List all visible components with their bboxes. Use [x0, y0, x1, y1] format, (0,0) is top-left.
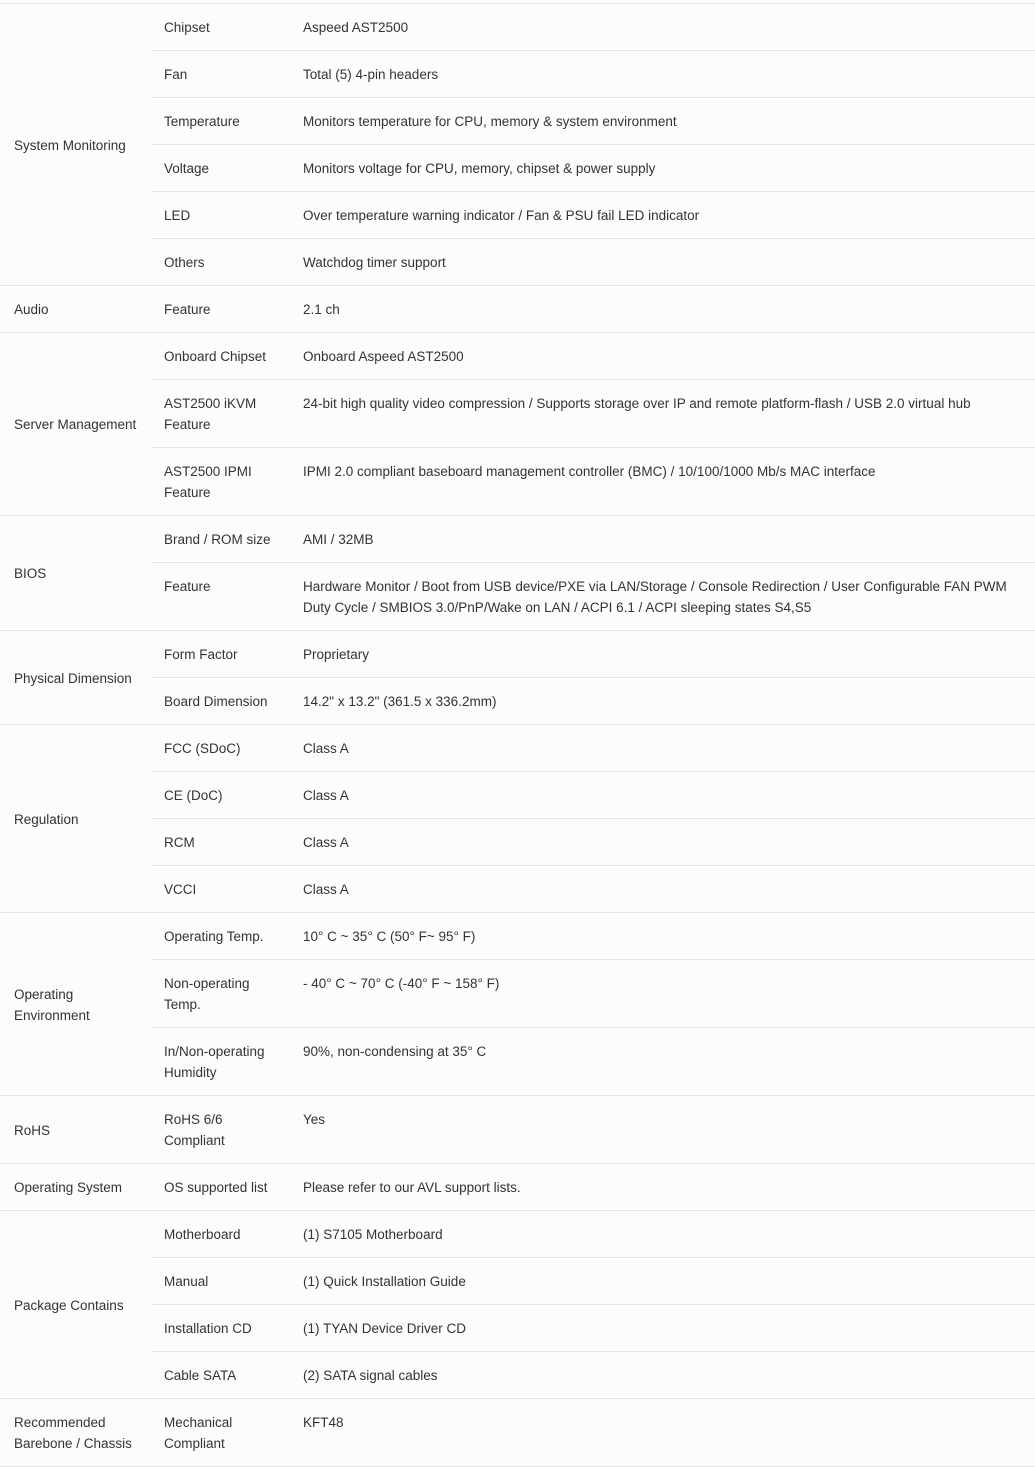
spec-item-label: Others: [152, 239, 291, 286]
spec-item-label: RCM: [152, 819, 291, 866]
spec-row: [0, 866, 1035, 913]
category-label: System Monitoring: [0, 4, 152, 286]
spec-value: KFT48: [291, 1399, 1035, 1467]
spec-row: [0, 448, 1035, 516]
spec-item-label: Cable SATA: [152, 1352, 291, 1399]
spec-row: [0, 819, 1035, 866]
spec-item-label: AST2500 IPMI Feature: [152, 448, 291, 516]
spec-item-label: Brand / ROM size: [152, 516, 291, 563]
spec-value: (2) SATA signal cables: [291, 1352, 1035, 1399]
spec-value: Class A: [291, 725, 1035, 772]
spec-item-label: VCCI: [152, 866, 291, 913]
spec-item-label: LED: [152, 192, 291, 239]
category-label: Package Contains: [0, 1211, 152, 1399]
spec-item-label: OS supported list: [152, 1164, 291, 1211]
spec-item-label: Non-operating Temp.: [152, 960, 291, 1028]
spec-row: [0, 516, 1035, 563]
spec-value: 24-bit high quality video compression / Supports storage over IP and remote platform-flash / USB 2.0 virtual hub: [291, 380, 1035, 448]
spec-value: Total (5) 4-pin headers: [291, 51, 1035, 98]
spec-item-label: CE (DoC): [152, 772, 291, 819]
category-label: Recommended Barebone / Chassis: [0, 1399, 152, 1467]
spec-value: Aspeed AST2500: [291, 4, 1035, 51]
spec-table: [0, 3, 1035, 1467]
spec-value: Class A: [291, 772, 1035, 819]
spec-item-label: Manual: [152, 1258, 291, 1305]
category-label: Operating System: [0, 1164, 152, 1211]
spec-row: [0, 913, 1035, 960]
spec-row: [0, 1399, 1035, 1467]
spec-value: Monitors temperature for CPU, memory & system environment: [291, 98, 1035, 145]
spec-value: IPMI 2.0 compliant baseboard management controller (BMC) / 10/100/1000 Mb/s MAC interface: [291, 448, 1035, 516]
spec-item-label: Form Factor: [152, 631, 291, 678]
spec-row: [0, 380, 1035, 448]
spec-row: [0, 333, 1035, 380]
spec-item-label: Feature: [152, 563, 291, 631]
spec-value: 90%, non-condensing at 35° C: [291, 1028, 1035, 1096]
spec-value: Proprietary: [291, 631, 1035, 678]
spec-item-label: Onboard Chipset: [152, 333, 291, 380]
category-label: Audio: [0, 286, 152, 333]
spec-value: (1) Quick Installation Guide: [291, 1258, 1035, 1305]
spec-item-label: Temperature: [152, 98, 291, 145]
spec-item-label: Operating Temp.: [152, 913, 291, 960]
spec-row: [0, 1305, 1035, 1352]
spec-value: Hardware Monitor / Boot from USB device/PXE via LAN/Storage / Console Redirection / User Configurable FAN PWM Duty Cycle / SMBIOS 3.0/PnP/Wake on LAN / ACPI 6.1 / ACPI sleeping states S4,S5: [291, 563, 1035, 631]
spec-value: AMI / 32MB: [291, 516, 1035, 563]
spec-value: Please refer to our AVL support lists.: [291, 1164, 1035, 1211]
spec-item-label: In/Non-operating Humidity: [152, 1028, 291, 1096]
spec-row: [0, 772, 1035, 819]
category-label: RoHS: [0, 1096, 152, 1164]
spec-item-label: Board Dimension: [152, 678, 291, 725]
spec-value: Class A: [291, 819, 1035, 866]
spec-item-label: AST2500 iKVM Feature: [152, 380, 291, 448]
spec-row: [0, 1352, 1035, 1399]
spec-value: Over temperature warning indicator / Fan & PSU fail LED indicator: [291, 192, 1035, 239]
spec-value: Watchdog timer support: [291, 239, 1035, 286]
spec-row: [0, 563, 1035, 631]
spec-value: (1) S7105 Motherboard: [291, 1211, 1035, 1258]
spec-row: [0, 1211, 1035, 1258]
spec-row: [0, 145, 1035, 192]
category-label: Server Management: [0, 333, 152, 516]
spec-row: [0, 1164, 1035, 1211]
spec-value: - 40° C ~ 70° C (-40° F ~ 158° F): [291, 960, 1035, 1028]
spec-item-label: Chipset: [152, 4, 291, 51]
category-label: Regulation: [0, 725, 152, 913]
spec-row: [0, 286, 1035, 333]
spec-value: 2.1 ch: [291, 286, 1035, 333]
category-label: Operating Environment: [0, 913, 152, 1096]
spec-item-label: RoHS 6/6 Compliant: [152, 1096, 291, 1164]
category-label: BIOS: [0, 516, 152, 631]
spec-value: Onboard Aspeed AST2500: [291, 333, 1035, 380]
spec-row: [0, 631, 1035, 678]
spec-row: [0, 98, 1035, 145]
spec-value: (1) TYAN Device Driver CD: [291, 1305, 1035, 1352]
spec-item-label: Mechanical Compliant: [152, 1399, 291, 1467]
spec-row: [0, 239, 1035, 286]
spec-value: 10° C ~ 35° C (50° F~ 95° F): [291, 913, 1035, 960]
spec-row: [0, 51, 1035, 98]
spec-item-label: FCC (SDoC): [152, 725, 291, 772]
category-label: Physical Dimension: [0, 631, 152, 725]
spec-table-body: [0, 4, 1035, 1467]
spec-row: [0, 1028, 1035, 1096]
spec-value: 14.2" x 13.2" (361.5 x 336.2mm): [291, 678, 1035, 725]
spec-value: Class A: [291, 866, 1035, 913]
spec-item-label: Feature: [152, 286, 291, 333]
spec-value: Yes: [291, 1096, 1035, 1164]
spec-row: [0, 1096, 1035, 1164]
spec-item-label: Installation CD: [152, 1305, 291, 1352]
spec-row: [0, 960, 1035, 1028]
spec-row: [0, 1258, 1035, 1305]
spec-row: [0, 4, 1035, 51]
spec-row: [0, 192, 1035, 239]
spec-item-label: Motherboard: [152, 1211, 291, 1258]
spec-item-label: Voltage: [152, 145, 291, 192]
spec-row: [0, 678, 1035, 725]
spec-value: Monitors voltage for CPU, memory, chipset & power supply: [291, 145, 1035, 192]
spec-row: [0, 725, 1035, 772]
spec-item-label: Fan: [152, 51, 291, 98]
